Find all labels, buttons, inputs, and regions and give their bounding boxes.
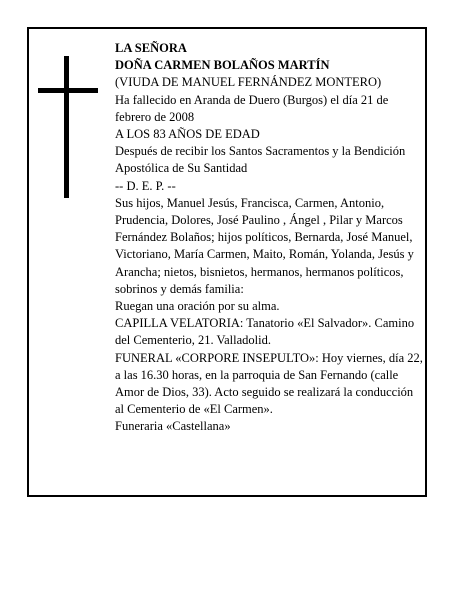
- notice-title: LA SEÑORA: [115, 41, 187, 55]
- funeral-info: FUNERAL «CORPORE INSEPULTO»: Hoy viernes, día 22, a las 16.30 horas, en la parroquia de San Fernando (calle Amor de Dios, 33). Acto seguido se realizará la conducción al Cementerio de «El Carmen».: [115, 350, 423, 417]
- cross-vertical-bar: [64, 56, 69, 198]
- funeral-home: Funeraria «Castellana»: [115, 419, 231, 434]
- rest-in-peace: -- D. E. P. --: [115, 178, 176, 193]
- prayer-request: Ruegan una oración por su alma.: [115, 299, 280, 314]
- cross-horizontal-bar: [38, 88, 98, 93]
- obituary-frame: [27, 27, 427, 497]
- age-at-death: A LOS 83 AÑOS DE EDAD: [115, 127, 260, 142]
- deceased-name: DOÑA CARMEN BOLAÑOS MARTÍN: [115, 58, 330, 73]
- cross-icon: [38, 56, 98, 198]
- sacraments-text: Después de recibir los Santos Sacramentos y la Bendición Apostólica de Su Santidad: [115, 144, 406, 176]
- widow-of: (VIUDA DE MANUEL FERNÁNDEZ MONTERO): [115, 75, 382, 90]
- chapel-info: CAPILLA VELATORIA: Tanatorio «El Salvador». Camino del Cementerio, 21. Valladolid.: [115, 316, 415, 348]
- family-list: Sus hijos, Manuel Jesús, Francisca, Carmen, Antonio, Prudencia, Dolores, José Paulino , Ángel , Pilar y Marcos Fernández Bolaños; hijos políticos, Bernarda, José Manuel, Victoriano, María Carmen, Maito, Román, Yolanda, Jesús y Arancha; nietos, bisnietos, hermanos, hermanos políticos, sobrinos y demás familia:: [115, 195, 414, 296]
- death-info: Ha fallecido en Aranda de Duero (Burgos) el día 21 de febrero de 2008: [115, 92, 389, 124]
- obituary-text: [115, 40, 425, 436]
